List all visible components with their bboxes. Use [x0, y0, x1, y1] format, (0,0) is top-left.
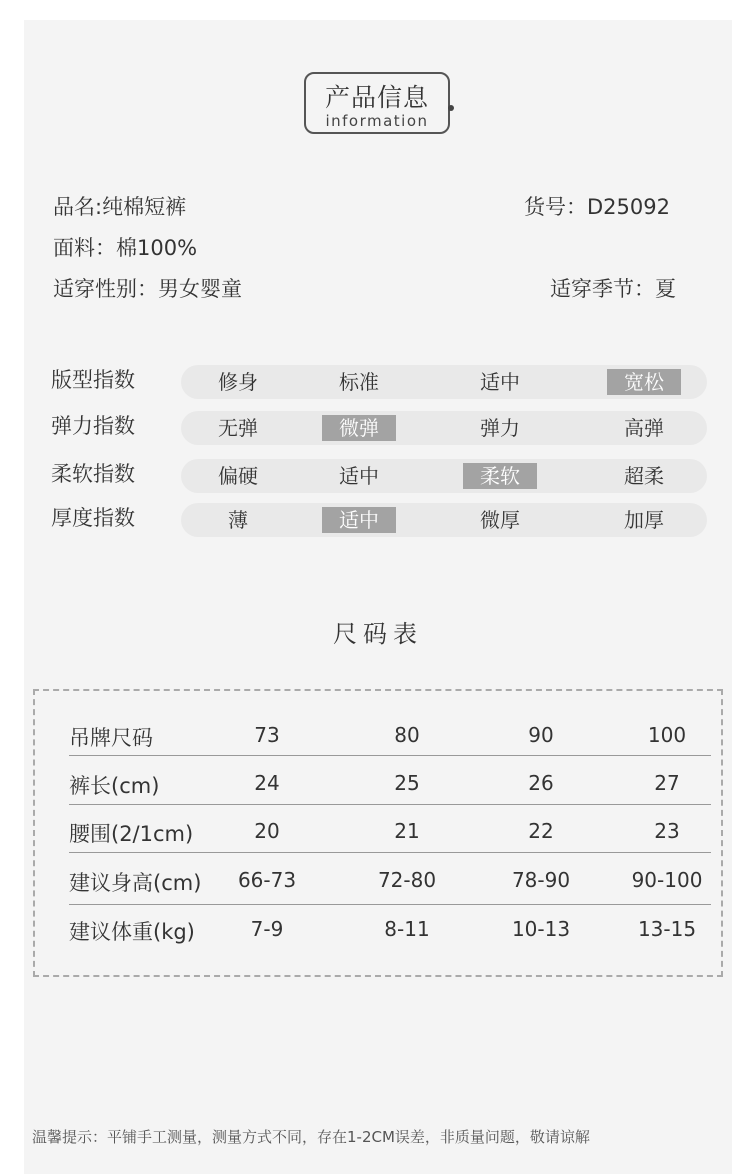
size-cell: 27 [654, 771, 680, 795]
size-cell: 21 [394, 819, 420, 843]
product-gender: 适穿性别：男女婴童 [53, 277, 242, 301]
index-option: 加厚 [624, 508, 664, 532]
size-row-label: 建议身高(cm) [69, 871, 202, 895]
index-label: 版型指数 [51, 368, 135, 392]
index-option-selected: 适中 [322, 507, 396, 533]
index-option: 标准 [339, 370, 379, 394]
index-option: 修身 [218, 370, 258, 394]
size-cell: 90-100 [631, 868, 703, 892]
product-sku: 货号：D25092 [524, 195, 670, 219]
index-scale-bar [181, 411, 707, 445]
size-cell: 10-13 [511, 917, 571, 941]
index-option: 微厚 [480, 508, 520, 532]
size-chart-table [33, 689, 723, 977]
index-label: 弹力指数 [51, 414, 135, 438]
index-option-selected: 微弹 [322, 415, 396, 441]
size-cell: 72-80 [377, 868, 437, 892]
index-scale-bar [181, 503, 707, 537]
size-cell: 8-11 [384, 917, 430, 941]
size-row-label: 建议体重(kg) [69, 920, 195, 944]
size-cell: 100 [647, 723, 687, 747]
product-fabric: 面料：棉100% [53, 236, 198, 260]
index-label: 柔软指数 [51, 462, 135, 486]
index-option: 适中 [339, 464, 379, 488]
size-cell: 90 [528, 723, 554, 747]
index-option: 超柔 [624, 464, 664, 488]
header-subtitle: information [325, 112, 429, 130]
size-cell: 78-90 [511, 868, 571, 892]
size-cell: 26 [528, 771, 554, 795]
row-divider [69, 804, 711, 805]
size-row-label: 裤长(cm) [69, 774, 160, 798]
size-cell: 73 [254, 723, 280, 747]
index-scale-bar [181, 459, 707, 493]
size-cell: 66-73 [237, 868, 297, 892]
index-option-selected: 宽松 [607, 369, 681, 395]
size-cell: 25 [394, 771, 420, 795]
size-cell: 24 [254, 771, 280, 795]
index-label: 厚度指数 [51, 506, 135, 530]
product-info-panel [24, 20, 732, 1174]
size-row-label: 腰围(2/1cm) [69, 822, 194, 846]
index-option: 偏硬 [218, 464, 258, 488]
size-cell: 7-9 [250, 917, 284, 941]
product-season: 适穿季节：夏 [550, 277, 676, 301]
header-badge [304, 72, 450, 134]
index-option: 薄 [228, 508, 248, 532]
index-option: 高弹 [624, 416, 664, 440]
index-option: 适中 [480, 370, 520, 394]
size-cell: 20 [254, 819, 280, 843]
header-title: 产品信息 [324, 83, 429, 112]
index-scale-bar [181, 365, 707, 399]
size-cell: 80 [394, 723, 420, 747]
product-name: 品名:纯棉短裤 [53, 195, 187, 219]
index-option: 弹力 [480, 416, 520, 440]
size-cell: 23 [654, 819, 680, 843]
size-cell: 22 [528, 819, 554, 843]
index-option: 无弹 [218, 416, 258, 440]
measurement-note: 温馨提示：平铺手工测量，测量方式不同，存在1-2CM误差，非质量问题，敬请谅解 [32, 1128, 590, 1146]
size-row-label: 吊牌尺码 [69, 726, 153, 750]
size-cell: 13-15 [637, 917, 697, 941]
size-chart-title: 尺码表 [333, 620, 423, 648]
row-divider [69, 904, 711, 905]
row-divider [69, 852, 711, 853]
index-option-selected: 柔软 [463, 463, 537, 489]
row-divider [69, 755, 711, 756]
